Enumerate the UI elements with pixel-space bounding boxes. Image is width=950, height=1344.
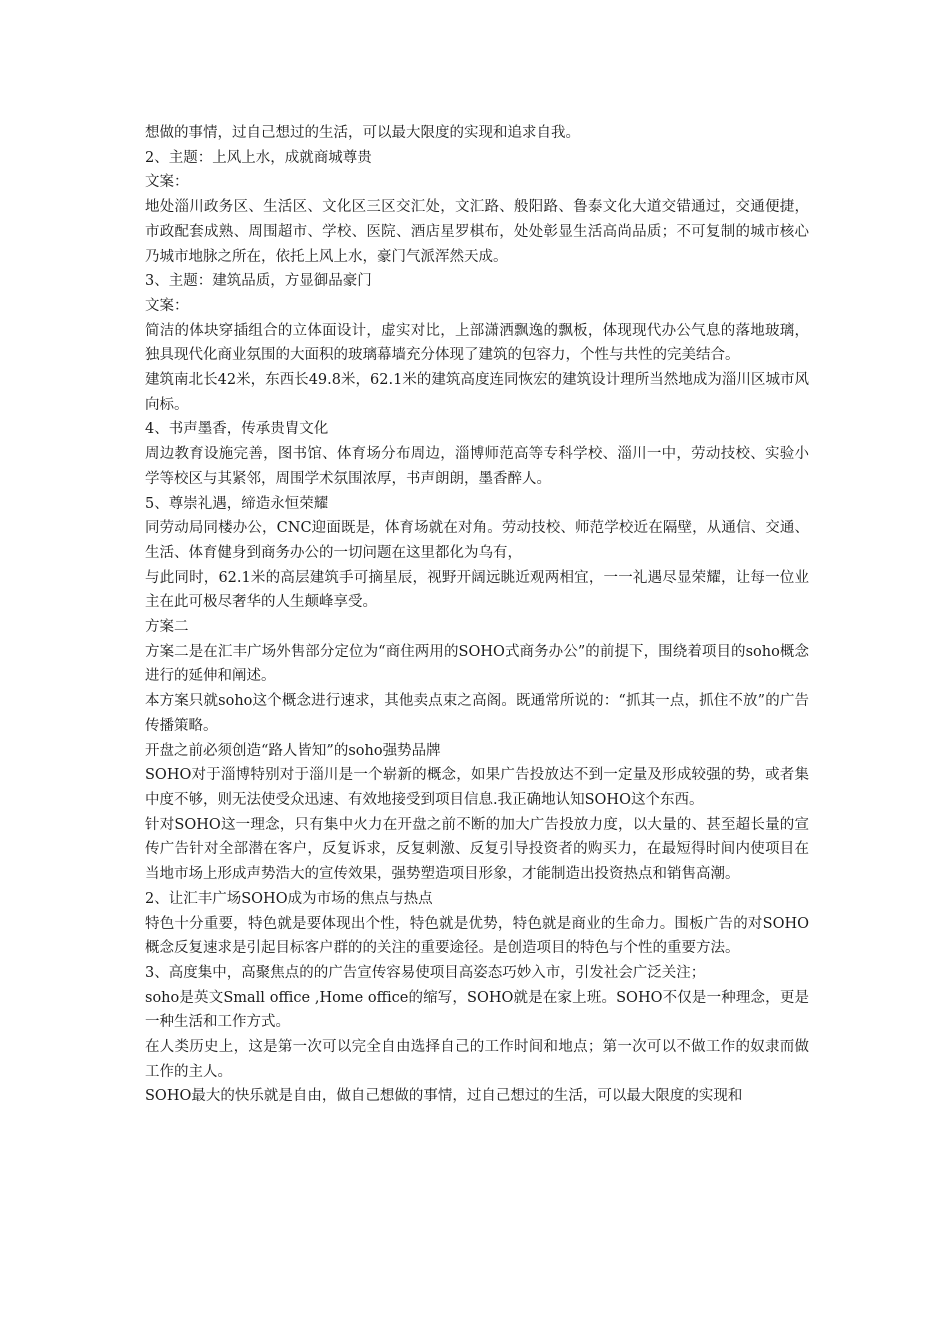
- paragraph: 针对SOHO这一理念，只有集中火力在开盘之前不断的加大广告投放力度，以大量的、甚至超长量的宣传广告针对全部潜在客户，反复诉求，反复刺激、反复引导投资者的购买力，在最短得时间内使项目在当地市场上形成声势浩大的宣传效果，强势塑造项目形象，才能制造出投资热点和销售高潮。: [145, 816, 809, 883]
- paragraph: SOHO对于淄博特别对于淄川是一个崭新的概念，如果广告投放达不到一定量及形成较强的势，或者集中度不够，则无法使受众迅速、有效地接受到项目信息.我正确地认知SOHO这个东西。: [145, 767, 809, 808]
- section-heading: 4、书声墨香，传承贵胄文化: [145, 421, 329, 438]
- section-heading: 开盘之前必须创造“路人皆知”的soho强势品牌: [145, 742, 441, 759]
- copy-label: 文案：: [145, 174, 189, 191]
- section-heading: 2、主题：上风上水，成就商城尊贵: [145, 149, 372, 166]
- section-heading: 方案二: [145, 619, 189, 636]
- paragraph: 本方案只就soho这个概念进行速求，其他卖点束之高阁。既通常所说的：“抓其一点，抓住不放”的广告传播策略。: [145, 693, 809, 734]
- section-heading: 3、高度集中，高聚焦点的的广告宣传容易使项目高姿态巧妙入市，引发社会广泛关注；: [145, 964, 706, 981]
- paragraph: 建筑南北长42米，东西长49.8米，62.1米的建筑高度连同恢宏的建筑设计理所当然地成为淄川区城市风向标。: [145, 372, 809, 413]
- paragraph: SOHO最大的快乐就是自由，做自己想做的事情，过自己想过的生活，可以最大限度的实现和: [145, 1088, 743, 1105]
- paragraph: 方案二是在汇丰广场外售部分定位为“商住两用的SOHO式商务办公”的前提下，围绕着项目的soho概念进行的延伸和阐述。: [145, 643, 809, 685]
- paragraph: soho是英文Small office ,Home office的缩写，SOHO就是在家上班。SOHO不仅是一种理念，更是一种生活和工作方式。: [145, 989, 809, 1031]
- paragraph: 与此同时，62.1米的高层建筑手可摘星辰，视野开阔远眺近观两相宜，一一礼遇尽显荣耀，让每一位业主在此可极尽奢华的人生颠峰享受。: [145, 569, 809, 611]
- document-body: [145, 121, 809, 1109]
- paragraph: 想做的事情，过自己想过的生活，可以最大限度的实现和追求自我。: [145, 125, 580, 141]
- section-heading: 2、让汇丰广场SOHO成为市场的焦点与热点: [145, 890, 433, 907]
- paragraph: 同劳动局同楼办公，CNC迎面既是，体育场就在对角。劳动技校、师范学校近在隔壁，从通信、交通、生活、体育健身到商务办公的一切问题在这里都化为乌有，: [145, 520, 809, 561]
- paragraph: 特色十分重要，特色就是要体现出个性，特色就是优势，特色就是商业的生命力。围板广告的对SOHO概念反复速求是引起目标客户群的的关注的重要途径。是创造项目的特色与个性的重要方法。: [145, 915, 809, 957]
- paragraph: 地处淄川政务区、生活区、文化区三区交汇处，文汇路、般阳路、鲁泰文化大道交错通过，交通便捷，市政配套成熟、周围超市、学校、医院、酒店星罗棋布，处处彰显生活高尚品质；不可复制的城市核心乃城市地脉之所在，依托上风上水，豪门气派浑然天成。: [145, 199, 809, 265]
- copy-label: 文案：: [145, 297, 189, 314]
- section-heading: 3、主题：建筑品质，方显御品豪门: [145, 273, 372, 290]
- section-heading: 5、尊崇礼遇，缔造永恒荣耀: [145, 495, 329, 512]
- paragraph: 周边教育设施完善，图书馆、体育场分布周边，淄博师范高等专科学校、淄川一中，劳动技校、实验小学等校区与其紧邻，周围学术氛围浓厚，书声朗朗，墨香醉人。: [145, 446, 809, 487]
- paragraph: 简洁的体块穿插组合的立体面设计，虚实对比，上部潇洒飘逸的飘板，体现现代办公气息的落地玻璃，独具现代化商业氛围的大面积的玻璃幕墙充分体现了建筑的包容力，个性与共性的完美结合。: [145, 322, 809, 364]
- paragraph: 在人类历史上，这是第一次可以完全自由选择自己的工作时间和地点；第一次可以不做工作的奴隶而做工作的主人。: [145, 1039, 809, 1080]
